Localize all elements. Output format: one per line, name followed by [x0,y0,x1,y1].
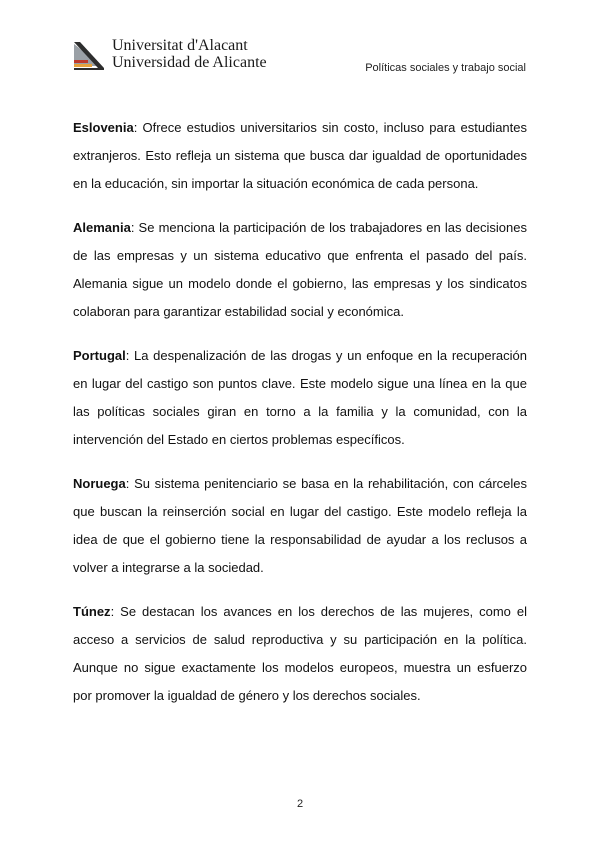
university-name-spanish: Universidad de Alicante [112,54,267,71]
country-heading: Eslovenia [73,120,134,135]
paragraph-noruega [73,470,527,582]
page-header [72,36,532,80]
university-name-valencian: Universitat d'Alacant [112,37,248,54]
paragraph-text: : La despenalización de las drogas y un enfoque en la recuperación en lugar del castigo son puntos clave. Este modelo sigue una línea en la que las políticas sociales giran en torno a la familia y la comunidad, con la intervención del Estado en ciertos problemas específicos. [73,348,527,447]
paragraph-alemania [73,214,527,326]
paragraph-eslovenia [73,114,527,198]
country-heading: Noruega [73,476,126,491]
university-name [112,37,267,71]
paragraph-portugal [73,342,527,454]
paragraph-text: : Su sistema penitenciario se basa en la rehabilitación, con cárceles que buscan la reinserción social en lugar del castigo. Este modelo refleja la idea de que el gobierno tiene la responsabilidad de ayudar a los reclusos a volver a integrarse a la sociedad. [73,476,527,575]
paragraph-text: : Se destacan los avances en los derechos de las mujeres, como el acceso a servicios de salud reproductiva y su participación en la política. Aunque no sigue exactamente los modelos europeos, muestra un esfuerzo por promover la igualdad de género y los derechos sociales. [73,604,527,703]
country-heading: Portugal [73,348,126,363]
paragraph-tunez [73,598,527,710]
page-number: 2 [296,798,304,810]
paragraph-text: : Se menciona la participación de los trabajadores en las decisiones de las empresas y un sistema educativo que enfrenta el pasado del país. Alemania sigue un modelo donde el gobierno, las empresas y los sindicatos colaboran para garantizar estabilidad social y económica. [73,220,527,319]
university-logo-icon [72,40,106,72]
country-heading: Túnez [73,604,111,619]
country-heading: Alemania [73,220,131,235]
document-title: Políticas sociales y trabajo social [365,62,526,74]
document-body [73,114,527,726]
paragraph-text: : Ofrece estudios universitarios sin costo, incluso para estudiantes extranjeros. Esto refleja un sistema que busca dar igualdad de oportunidades en la educación, sin importar la situación económica de cada persona. [73,120,527,191]
